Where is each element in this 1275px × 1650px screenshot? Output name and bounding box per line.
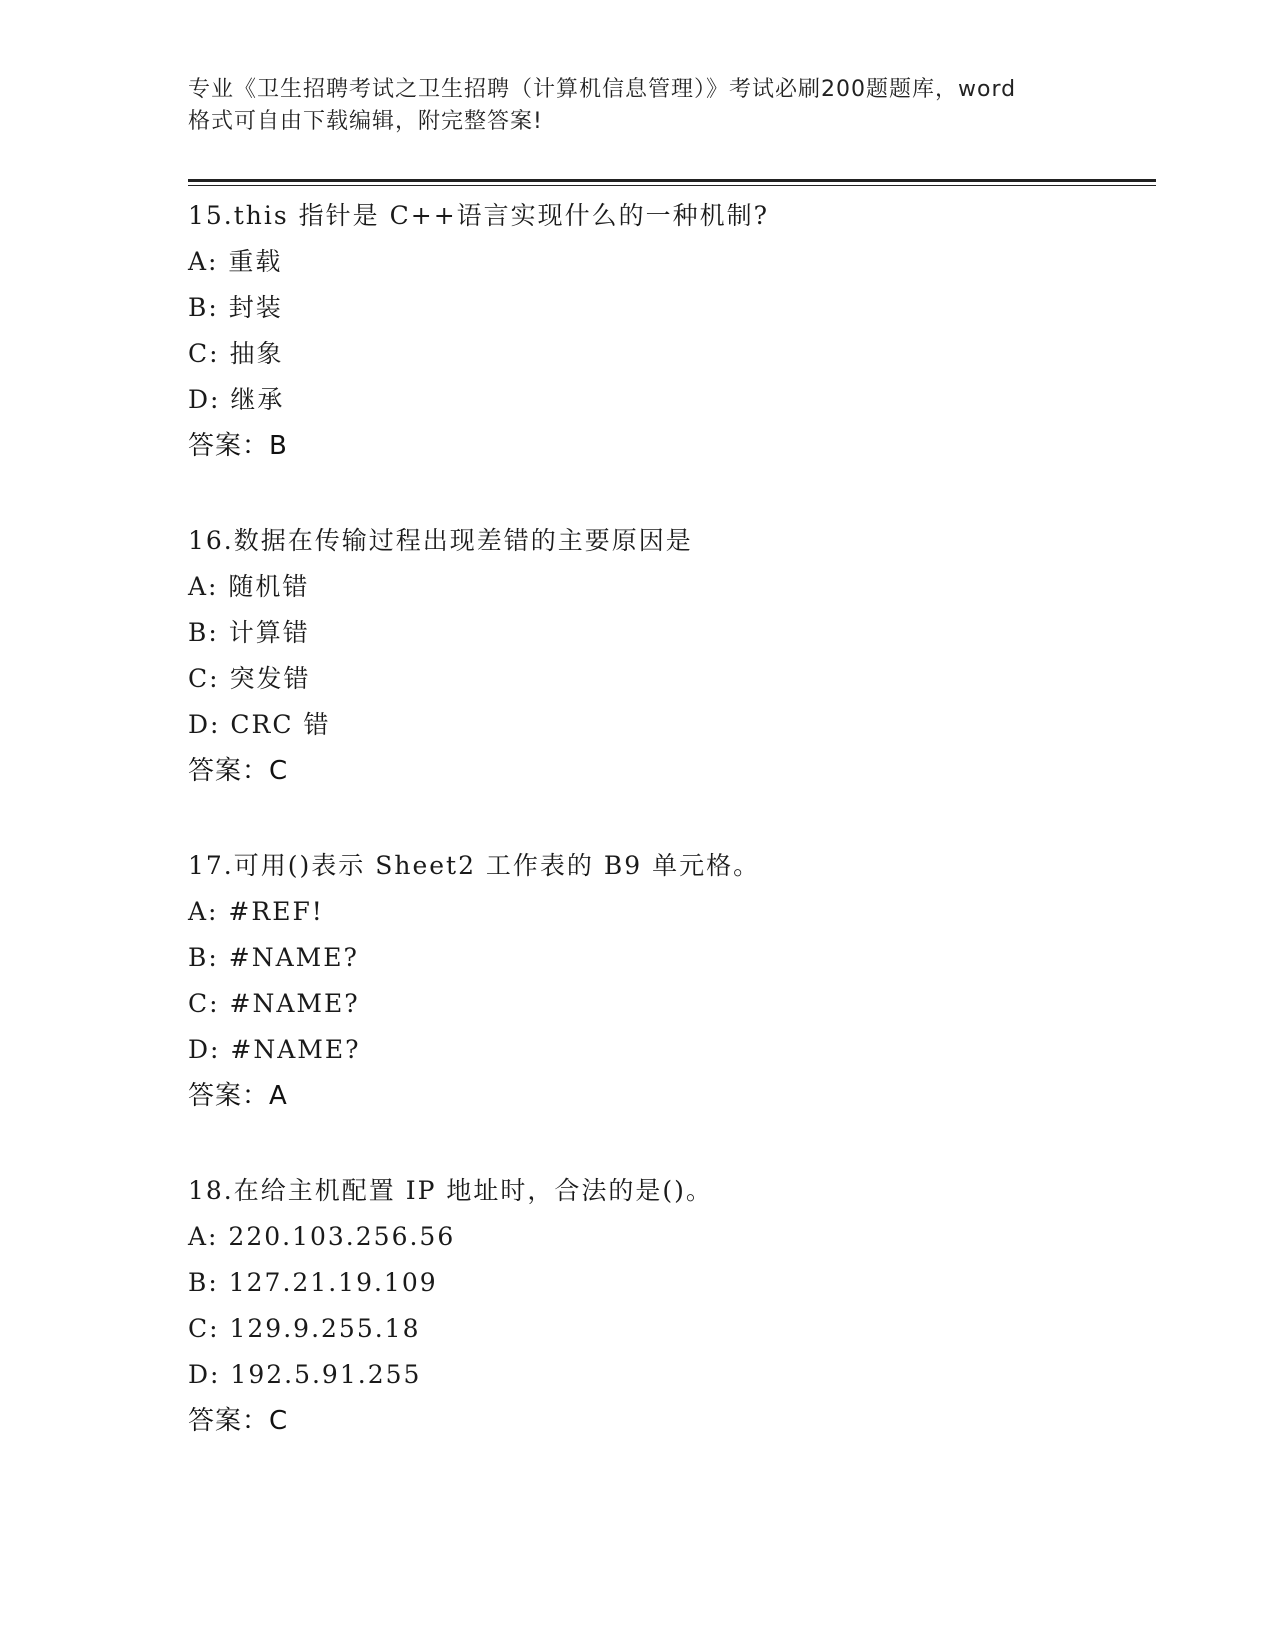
option-b: B: #NAME?	[188, 943, 359, 972]
answer-line: 答案：B	[188, 431, 288, 461]
option-c: C: 129.9.255.18	[188, 1314, 421, 1343]
header-line-1: 专业《卫生招聘考试之卫生招聘（计算机信息管理）》考试必刷200题题库，word	[188, 77, 1017, 102]
answer-line: 答案：C	[188, 1406, 289, 1436]
answer-line: 答案：A	[188, 1081, 288, 1111]
header-line-2: 格式可自由下载编辑，附完整答案!	[188, 109, 543, 134]
option-d: D: 192.5.91.255	[188, 1360, 422, 1389]
header-divider-thick	[188, 179, 1156, 182]
question-list	[188, 193, 1148, 1493]
option-b: B: 封装	[188, 293, 283, 322]
option-c: C: 突发错	[188, 664, 311, 693]
answer-line: 答案：C	[188, 756, 289, 786]
option-b: B: 127.21.19.109	[188, 1268, 438, 1297]
option-d: D: CRC 错	[188, 710, 331, 739]
question-17	[188, 843, 1148, 1119]
question-15	[188, 193, 1148, 469]
option-d: D: 继承	[188, 385, 285, 414]
option-d: D: #NAME?	[188, 1035, 361, 1064]
question-16	[188, 518, 1148, 794]
header-divider-thin	[188, 185, 1156, 186]
option-a: A: 重载	[188, 247, 283, 276]
question-stem: 17.可用()表示 Sheet2 工作表的 B9 单元格。	[188, 851, 761, 880]
option-a: A: 随机错	[188, 572, 310, 601]
question-stem: 18.在给主机配置 IP 地址时，合法的是()。	[188, 1176, 713, 1205]
option-b: B: 计算错	[188, 618, 310, 647]
question-stem: 15.this 指针是 C++语言实现什么的一种机制?	[188, 201, 770, 230]
question-stem: 16.数据在传输过程出现差错的主要原因是	[188, 526, 693, 555]
option-c: C: #NAME?	[188, 989, 360, 1018]
option-c: C: 抽象	[188, 339, 284, 368]
document-header	[188, 74, 1088, 138]
question-18	[188, 1168, 1148, 1444]
option-a: A: #REF!	[188, 897, 324, 926]
option-a: A: 220.103.256.56	[188, 1222, 456, 1251]
